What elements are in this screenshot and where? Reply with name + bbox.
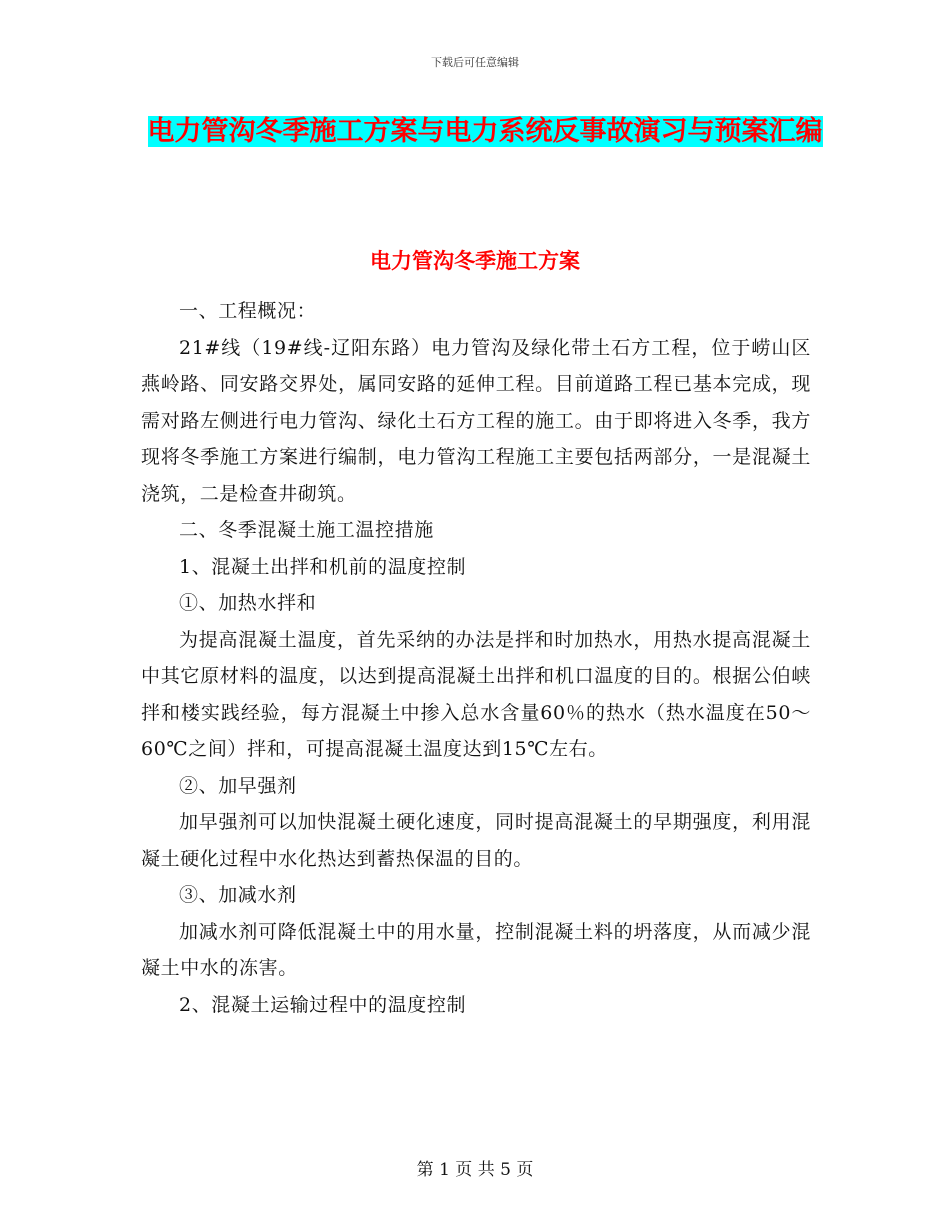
section-title: 电力管沟冬季施工方案 — [370, 248, 580, 273]
paragraph: ③、加减水剂 — [179, 884, 297, 906]
paragraph: ②、加早强剂 — [179, 774, 297, 797]
document-body — [141, 293, 811, 1023]
document-title-text: 电力管沟冬季施工方案与电力系统反事故演习与预案汇编 — [147, 116, 823, 147]
paragraph: 1、混凝土出拌和机前的温度控制 — [179, 555, 467, 578]
paragraph: 加早强剂可以加快混凝土硬化速度，同时提高混凝土的早期强度，利用混凝土硬化过程中水化热达到蓄热保温的目的。 — [141, 811, 811, 870]
page-header-note: 下载后可任意编辑 — [431, 56, 519, 69]
paragraph: 二、冬季混凝土施工温控措施 — [179, 519, 434, 541]
document-title — [140, 108, 830, 155]
paragraph: ①、加热水拌和 — [179, 592, 317, 614]
paragraph: 一、工程概况： — [179, 300, 317, 322]
paragraph: 2、混凝土运输过程中的温度控制 — [179, 993, 467, 1016]
paragraph: 为提高混凝土温度，首先采纳的办法是拌和时加热水，用热水提高混凝土中其它原材料的温度，以达到提高混凝土出拌和机口温度的目的。根据公伯峡拌和楼实践经验，每方混凝土中掺入总水含量60％的热水（热水温度在50～60℃之间）拌和，可提高混凝土温度达到15℃左右。 — [141, 628, 811, 760]
paragraph: 加减水剂可降低混凝土中的用水量，控制混凝土料的坍落度，从而减少混凝土中水的冻害。 — [141, 920, 811, 979]
page-number-footer: 第 1 页 共 5 页 — [416, 1160, 534, 1180]
paragraph: 21#线（19#线-辽阳东路）电力管沟及绿化带土石方工程，位于崂山区燕岭路、同安路交界处，属同安路的延伸工程。目前道路工程已基本完成，现需对路左侧进行电力管沟、绿化土石方工程的施工。由于即将进入冬季，我方现将冬季施工方案进行编制，电力管沟工程施工主要包括两部分，一是混凝土浇筑，二是检查井砌筑。 — [141, 336, 811, 505]
